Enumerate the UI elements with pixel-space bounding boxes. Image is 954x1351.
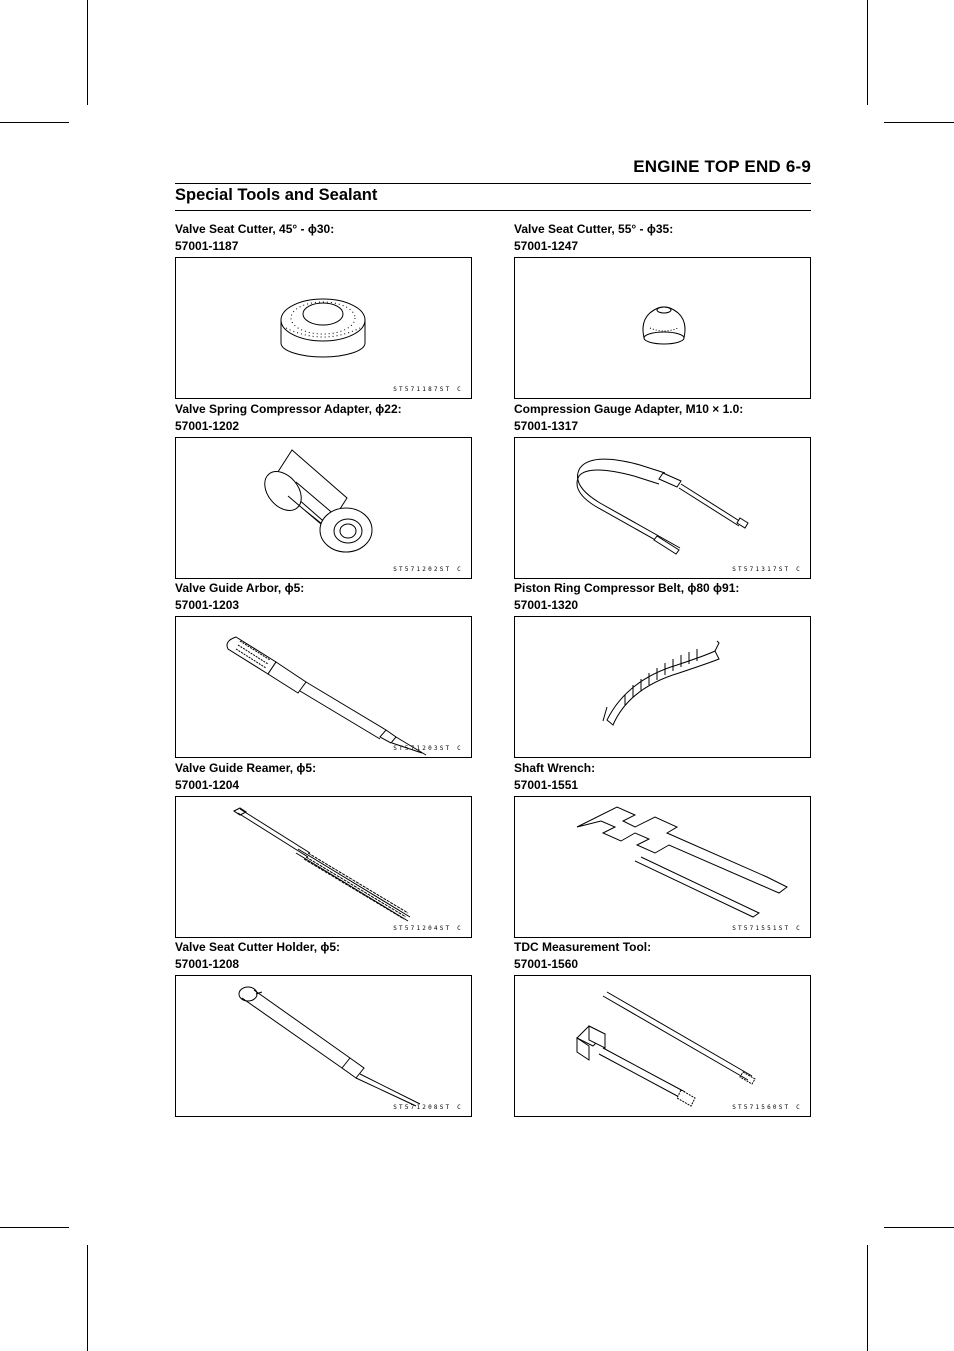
- crop-mark: [87, 0, 88, 105]
- tool-name: Valve Guide Arbor, ϕ5:: [175, 581, 305, 595]
- tool-entry: [514, 221, 811, 255]
- valve-seat-cutter-small-icon: [515, 258, 810, 398]
- crop-mark: [884, 122, 954, 123]
- figure-code: ST571560ST C: [732, 1104, 802, 1111]
- tool-illustration-frame: [514, 257, 811, 399]
- tool-part-number: 57001-1204: [175, 778, 240, 792]
- tool-part-number: 57001-1551: [514, 778, 579, 792]
- tool-part-number: 57001-1320: [514, 598, 579, 612]
- crop-mark: [867, 1245, 868, 1351]
- figure-code: ST571202ST C: [393, 566, 463, 573]
- tool-name: TDC Measurement Tool:: [514, 940, 652, 954]
- tool-entry: [175, 221, 472, 393]
- tool-name: Valve Guide Reamer, ϕ5:: [175, 761, 317, 775]
- tool-illustration-frame: [175, 975, 472, 1117]
- tool-entry: [514, 580, 811, 614]
- figure-code: ST571208ST C: [393, 1104, 463, 1111]
- figure-code: ST571204ST C: [393, 925, 463, 932]
- tool-name: Valve Seat Cutter, 45° - ϕ30:: [175, 222, 335, 236]
- tool-illustration-frame: [175, 616, 472, 758]
- tool-part-number: 57001-1202: [175, 419, 240, 433]
- crop-mark: [87, 1245, 88, 1351]
- page-header-title: ENGINE TOP END 6-9: [633, 157, 811, 176]
- tool-part-number: 57001-1317: [514, 419, 579, 433]
- tool-illustration-frame: [514, 796, 811, 938]
- figure-code: ST571317ST C: [732, 566, 802, 573]
- tool-illustration-frame: [175, 257, 472, 399]
- tool-entry: [514, 401, 811, 573]
- tool-part-number: 57001-1560: [514, 957, 579, 971]
- guide-reamer-icon: [176, 797, 471, 937]
- valve-seat-cutter-icon: [176, 258, 471, 398]
- shaft-wrench-icon: [515, 797, 810, 937]
- tool-entry: [175, 580, 472, 752]
- crop-mark: [867, 0, 868, 105]
- tool-part-number: 57001-1208: [175, 957, 240, 971]
- crop-mark: [0, 1227, 69, 1228]
- tdc-tool-icon: [515, 976, 810, 1116]
- section-rule: [175, 210, 811, 211]
- tool-entry: [514, 760, 811, 932]
- tool-name: Shaft Wrench:: [514, 761, 596, 775]
- header-rule: [175, 183, 811, 184]
- tool-name: Valve Seat Cutter, 55° - ϕ35:: [514, 222, 674, 236]
- tool-name: Valve Spring Compressor Adapter, ϕ22:: [175, 402, 402, 416]
- guide-arbor-icon: [176, 617, 471, 757]
- section-title: Special Tools and Sealant: [175, 186, 378, 204]
- crop-mark: [0, 122, 69, 123]
- cutter-holder-icon: [176, 976, 471, 1116]
- tool-part-number: 57001-1247: [514, 239, 579, 253]
- tool-entry: [175, 939, 472, 1111]
- tool-part-number: 57001-1187: [175, 239, 239, 253]
- tool-name: Compression Gauge Adapter, M10 × 1.0:: [514, 402, 744, 416]
- tool-illustration-frame: [514, 437, 811, 579]
- figure-code: ST571551ST C: [732, 925, 802, 932]
- tool-name: Piston Ring Compressor Belt, ϕ80 ϕ91:: [514, 581, 740, 595]
- tool-entry: [175, 760, 472, 932]
- crop-mark: [884, 1227, 954, 1228]
- tool-name: Valve Seat Cutter Holder, ϕ5:: [175, 940, 341, 954]
- tool-illustration-frame: [514, 975, 811, 1117]
- figure-code: ST571203ST C: [393, 745, 463, 752]
- tool-entry: [514, 939, 811, 1111]
- tool-entry: [175, 401, 472, 573]
- tool-illustration-frame: [175, 796, 472, 938]
- tool-part-number: 57001-1203: [175, 598, 240, 612]
- figure-code: ST571187ST C: [393, 386, 463, 393]
- gauge-adapter-hose-icon: [515, 438, 810, 578]
- tool-illustration-frame: [175, 437, 472, 579]
- compressor-belt-icon: [515, 617, 810, 757]
- spring-compressor-adapter-icon: [176, 438, 471, 578]
- tool-illustration-frame: [514, 616, 811, 758]
